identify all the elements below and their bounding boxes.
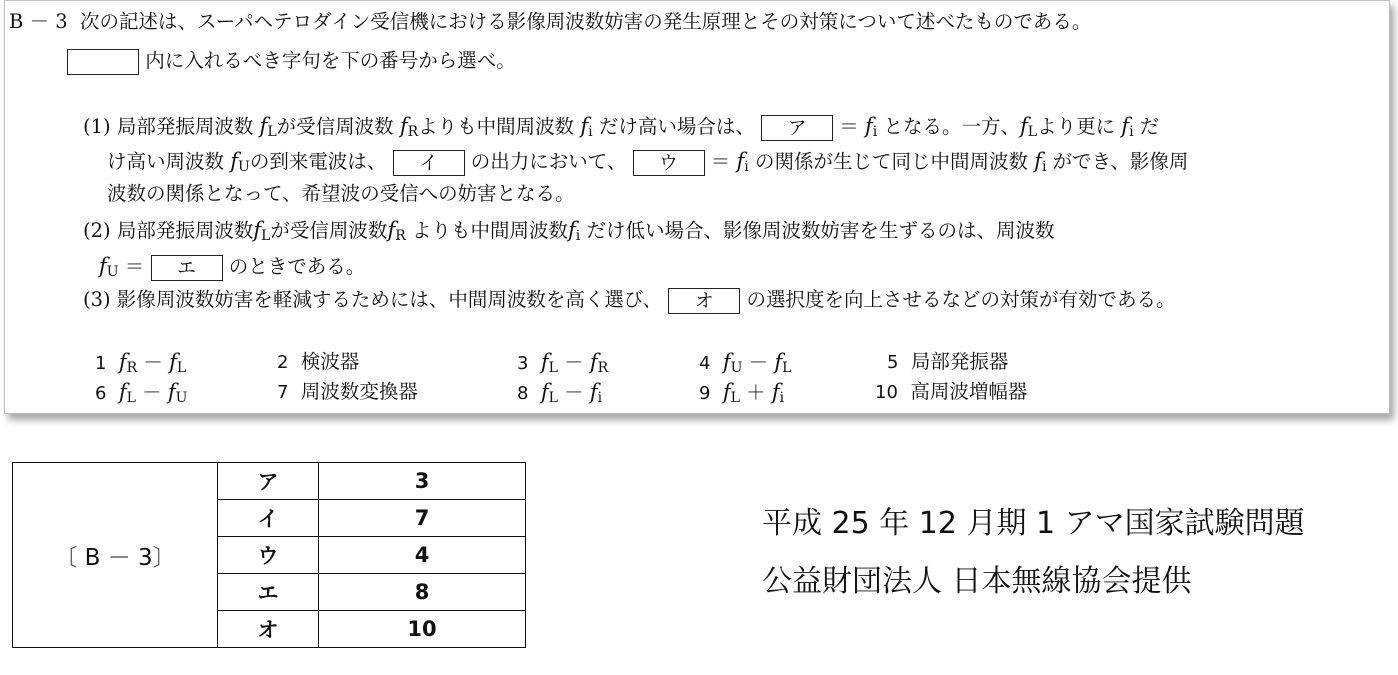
fU-symbol: $f_U$ [230,149,250,175]
answer-blank: エ [218,574,319,611]
answer-table-label: 〔 B － 3〕 [13,463,218,648]
answer-blank: ウ [218,537,319,574]
choice-7: 7 周波数変換器 [277,380,418,403]
blank-i: イ [393,150,465,176]
question-panel [4,0,1390,414]
credit-line-2: 公益財団法人 日本無線協会提供 [762,564,1192,599]
fi-symbol: $f_i$ [1121,114,1134,140]
p3-line: (3) 影像周波数妨害を軽減するためには、中間周波数を高く選び、 オ の選択度を向上させるなどの対策が有効である。 [83,288,1176,312]
blank-e: エ [151,255,223,281]
fi-symbol: $f_i$ [736,149,749,175]
fR-symbol: $f_R$ [387,218,406,244]
answer-blank: ア [218,463,319,500]
instruction-text: 内に入れるべき字句を下の番号から選べ。 [145,49,516,72]
answer-value: 3 [319,463,526,500]
answer-value: 7 [319,500,526,537]
question-intro-line [9,9,1091,35]
p1-line-2: け高い周波数 $f_U$の到来電波は、 イ の出力において、 ウ ＝ $f_i$ の関係が生じて同じ中間周波数 $f_i$ ができ、影像周 [107,149,1189,175]
fL-symbol: $f_L$ [253,218,271,244]
p2-line-2: $f_U$ ＝ エ のときである。 [99,254,366,280]
p1-text: 局部発振周波数 [116,115,254,138]
question-number: B － 3 [9,10,68,33]
fi-symbol: $f_i$ [1034,149,1047,175]
answer-value: 4 [319,537,526,574]
choice-1: 1 $f_R - f_L$ [95,350,187,376]
instruction-line [67,48,516,75]
credit-line-1: 平成 25 年 12 月期 1 アマ国家試験問題 [762,506,1305,541]
fU-symbol: $f_U$ [99,254,119,280]
choice-6: 6 $f_L - f_U$ [95,380,188,406]
blank-u: ウ [633,150,705,176]
blank-a: ア [761,115,833,141]
p1-line-3: 波数の関係となって、希望波の受信への妨害となる。 [107,182,575,205]
blank-o: オ [668,288,740,314]
choice-8: 8 $f_L - f_i$ [517,380,603,406]
p2-label: (2) [83,219,111,242]
question-intro: 次の記述は、スーパヘテロダイン受信機における影像周波数妨害の発生原理とその対策について述べたものである。 [80,10,1092,33]
fR-symbol: $f_R$ [399,114,419,140]
answer-table [12,462,526,648]
p3-label: (3) [83,288,111,311]
fi-symbol: $f_i$ [865,114,878,140]
choice-3: 3 $f_L - f_R$ [517,350,609,376]
fi-symbol: $f_i$ [580,114,593,140]
blank-example-box [67,49,139,75]
p2-line-1: (2) 局部発振周波数$f_L$が受信周波数$f_R$ よりも中間周波数$f_i$ だけ低い場合、影像周波数妨害を生ずるのは、周波数 [83,218,1055,244]
choice-5: 5 局部発振器 [887,350,1009,373]
answer-blank: オ [218,611,319,648]
answer-blank: イ [218,500,319,537]
p1-label: (1) [83,115,111,138]
fL-symbol: $f_L$ [1019,114,1038,140]
answer-value: 10 [319,611,526,648]
fi-symbol: $f_i$ [567,218,581,244]
fL-symbol: $f_L$ [259,114,277,140]
choice-4: 4 $f_U - f_L$ [699,350,792,376]
choice-9: 9 $f_L + f_i$ [699,380,785,406]
p1-line-1: (1) 局部発振周波数 $f_L$が受信周波数 $f_R$よりも中間周波数 $f_i$ だけ高い場合は、 ア ＝ $f_i$ となる。一方、$f_L$より更に $f_i$ だ [83,114,1160,140]
answer-value: 8 [319,574,526,611]
choice-2: 2 検波器 [277,350,360,373]
choice-10: 10 高周波増幅器 [875,380,1028,403]
